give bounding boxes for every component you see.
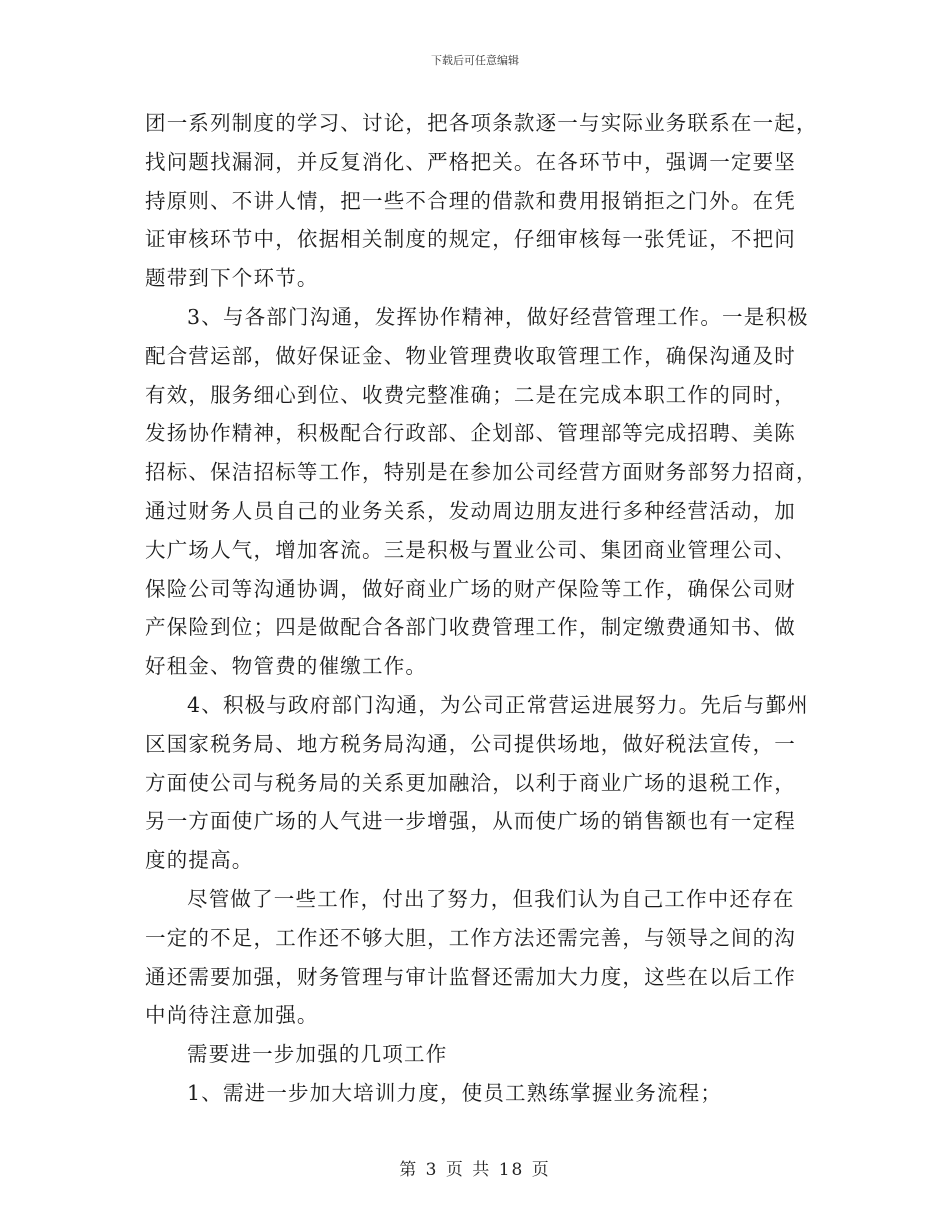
text-line: 找问题找漏洞，并反复消化、严格把关。在各环节中，强调一定要坚	[145, 149, 796, 174]
text-line: 需要进一步加强的几项工作	[187, 1042, 448, 1067]
text-line: 度的提高。	[145, 848, 254, 873]
text-line: 产保险到位；四是做配合各部门收费管理工作，制定缴费通知书、做	[145, 615, 796, 640]
text-line: 区国家税务局、地方税务局沟通，公司提供场地，做好税法宣传，一	[145, 731, 796, 756]
text-line: 中尚待注意加强。	[145, 1003, 319, 1028]
text-line: 团一系列制度的学习、讨论，把各项条款逐一与实际业务联系在一起，	[145, 111, 818, 135]
document-body	[145, 104, 818, 1113]
text-line: 方面使公司与税务局的关系更加融洽，以利于商业广场的退税工作，	[145, 770, 796, 795]
text-line: 大广场人气，增加客流。三是积极与置业公司、集团商业管理公司、	[145, 537, 796, 562]
text-line: 4、积极与政府部门沟通，为公司正常营运进展努力。先后与鄞州	[187, 692, 809, 717]
paragraph-item-4	[145, 686, 807, 880]
text-line: 发扬协作精神，积极配合行政部、企划部、管理部等完成招聘、美陈	[145, 421, 796, 446]
text-line: 招标、保洁招标等工作，特别是在参加公司经营方面财务部努力招商，	[145, 460, 818, 485]
text-line: 1、需进一步加大培训力度，使员工熟练掌握业务流程；	[187, 1080, 723, 1105]
text-line: 3、与各部门沟通，发挥协作精神，做好经营管理工作。一是积极	[187, 304, 809, 329]
text-line: 尽管做了一些工作，付出了努力，但我们认为自己工作中还存在	[187, 886, 795, 911]
text-line: 证审核环节中，依据相关制度的规定，仔细审核每一张凭证，不把问	[145, 227, 796, 252]
text-line: 持原则、不讲人情，把一些不合理的借款和费用报销拒之门外。在凭	[145, 188, 796, 213]
paragraph-list-item-1	[145, 1074, 807, 1113]
text-line: 有效，服务细心到位、收费完整准确；二是在完成本职工作的同时，	[145, 382, 796, 407]
text-line: 通过财务人员自己的业务关系，发动周边朋友进行多种经营活动，加	[145, 498, 796, 523]
text-line: 保险公司等沟通协调，做好商业广场的财产保险等工作，确保公司财	[145, 576, 796, 601]
paragraph-item-3	[145, 298, 818, 686]
text-line: 好租金、物管费的催缴工作。	[145, 654, 428, 679]
text-line: 配合营运部，做好保证金、物业管理费收取管理工作，确保沟通及时	[145, 343, 796, 368]
paragraph-shortcomings	[145, 880, 807, 1035]
section-heading	[145, 1035, 807, 1074]
text-line: 题带到下个环节。	[145, 266, 319, 291]
page-header: 下载后可任意编辑	[431, 54, 519, 67]
page-number-footer: 第 3 页 共 18 页	[399, 1160, 551, 1180]
text-line: 另一方面使广场的人气进一步增强，从而使广场的销售额也有一定程	[145, 809, 796, 834]
text-line: 一定的不足，工作还不够大胆，工作方法还需完善，与领导之间的沟	[145, 925, 796, 950]
text-line: 通还需要加强，财务管理与审计监督还需加大力度，这些在以后工作	[145, 964, 796, 989]
paragraph-audit-continuation	[145, 104, 818, 298]
